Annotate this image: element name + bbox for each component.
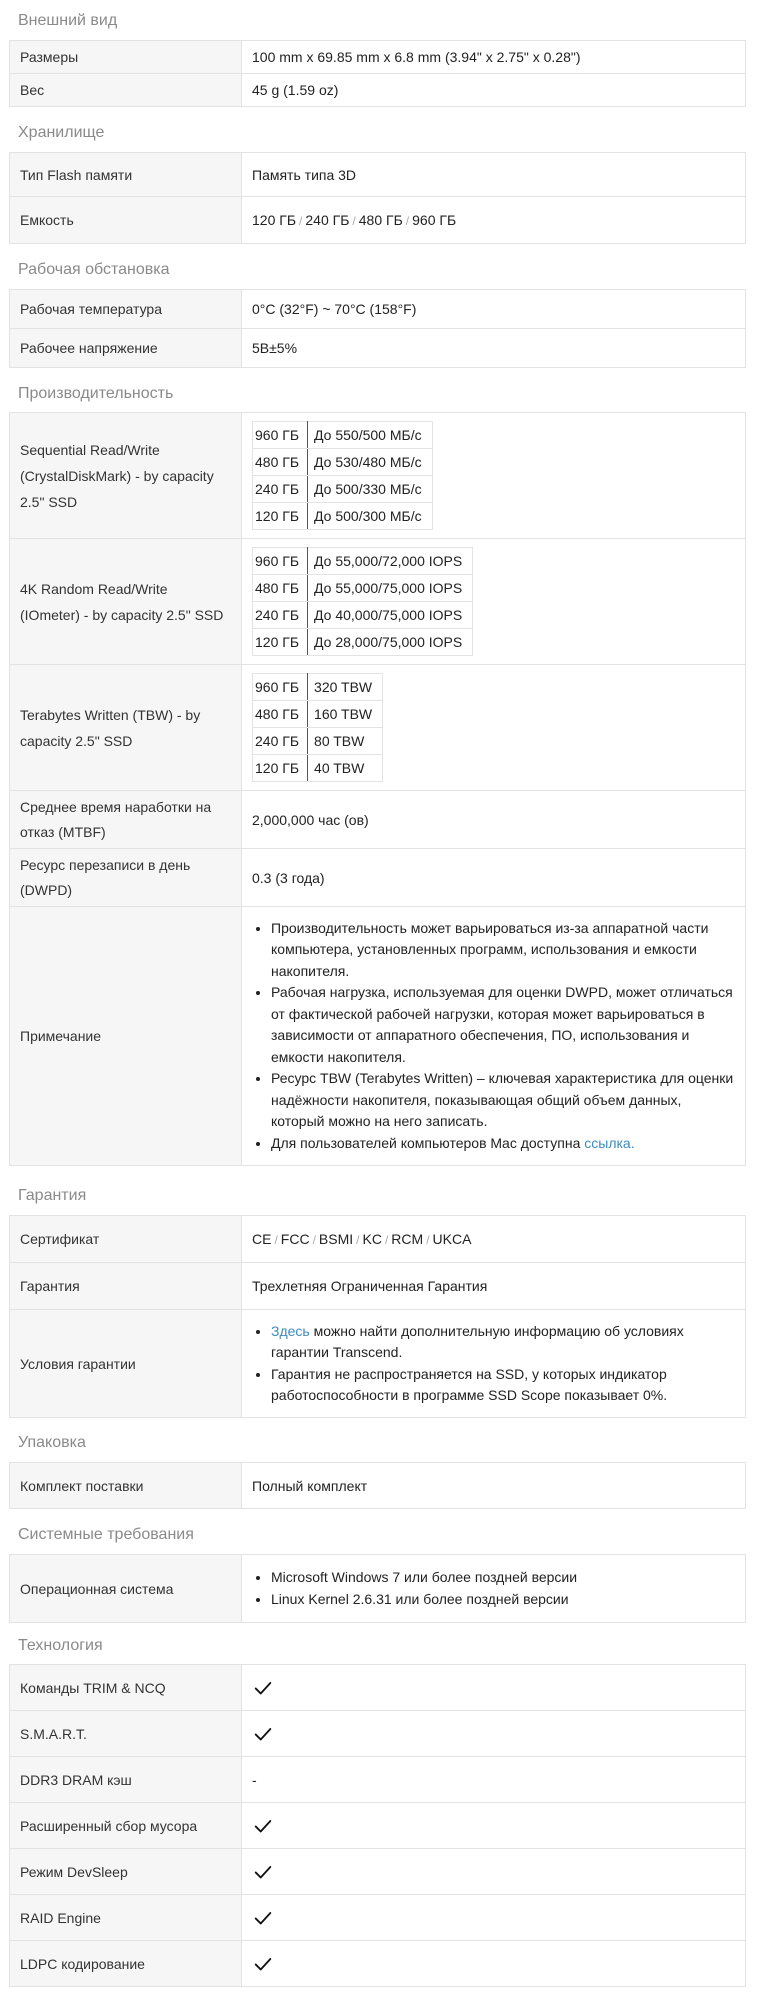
spec-row — [10, 290, 746, 329]
capacity-row — [253, 701, 383, 728]
notes-cell — [242, 907, 746, 1166]
section-title-package: Упаковка — [18, 1434, 86, 1451]
spec-row — [10, 153, 746, 197]
spec-row — [10, 539, 746, 665]
capacity-cell: 240 ГБ — [253, 602, 308, 629]
capacity-row — [253, 674, 383, 701]
capacity-cell: 240 ГБ — [253, 728, 308, 755]
spec-label: RAID Engine — [10, 1895, 242, 1941]
performance-table — [9, 412, 746, 1166]
capacity-table — [252, 673, 383, 782]
capacity-cell: 960 ГБ — [253, 674, 308, 701]
spec-value — [242, 1941, 746, 1987]
spec-value: 45 g (1.59 oz) — [242, 74, 746, 107]
spec-row — [10, 413, 746, 539]
spec-label: Операционная система — [10, 1555, 242, 1623]
spec-value — [242, 1665, 746, 1711]
spec-value: - — [242, 1757, 746, 1803]
capacity-cell: 480 ГБ — [253, 701, 308, 728]
iops-cell: До 55,000/75,000 IOPS — [308, 575, 473, 602]
capacity-option: 960 ГБ — [412, 211, 457, 228]
tbw-cell: 160 TBW — [308, 701, 383, 728]
capacity-row — [253, 476, 433, 503]
iops-cell: До 40,000/75,000 IOPS — [308, 602, 473, 629]
capacity-row — [253, 449, 433, 476]
section-title-appearance: Внешний вид — [18, 12, 118, 29]
list-item — [271, 1133, 735, 1155]
capacity-row — [253, 503, 433, 530]
spec-row — [10, 1665, 746, 1711]
os-list — [252, 1567, 735, 1610]
spec-row — [10, 791, 746, 849]
cert-list: CE / FCC / BSMI / KC / RCM / UKCA — [242, 1216, 746, 1263]
os-cell — [242, 1555, 746, 1623]
cert-item: KC — [362, 1230, 382, 1247]
spec-label: Рабочее напряжение — [10, 329, 242, 368]
spec-row — [10, 1463, 746, 1509]
check-icon — [252, 1953, 274, 1975]
spec-label: DDR3 DRAM кэш — [10, 1757, 242, 1803]
spec-value: Полный комплект — [242, 1463, 746, 1509]
storage-table — [9, 152, 746, 244]
spec-value: 100 mm x 69.85 mm x 6.8 mm (3.94" x 2.75" x 0.28") — [242, 41, 746, 74]
mac-note-text: Для пользователей компьютеров Mac доступна — [271, 1134, 581, 1151]
spec-label: Terabytes Written (TBW) - by capacity 2.5" SSD — [10, 665, 242, 791]
speed-cell: До 500/300 МБ/с — [308, 503, 433, 530]
spec-row — [10, 1711, 746, 1757]
spec-value — [242, 1849, 746, 1895]
notes-list — [252, 918, 735, 1155]
spec-label: Вес — [10, 74, 242, 107]
cert-item: RCM — [391, 1230, 424, 1247]
spec-row — [10, 1941, 746, 1987]
speed-cell: До 530/480 МБ/с — [308, 449, 433, 476]
spec-label: Sequential Read/Write (CrystalDiskMark) - by capacity 2.5" SSD — [10, 413, 242, 539]
spec-row — [10, 1555, 746, 1623]
conditions-cell — [242, 1310, 746, 1418]
iops-cell: До 55,000/72,000 IOPS — [308, 548, 473, 575]
spec-row — [10, 1263, 746, 1310]
spec-value: Трехлетняя Ограниченная Гарантия — [242, 1263, 746, 1310]
spec-value: 0°C (32°F) ~ 70°C (158°F) — [242, 290, 746, 329]
tbw-cell: 80 TBW — [308, 728, 383, 755]
spec-row — [10, 1757, 746, 1803]
capacity-row — [253, 755, 383, 782]
capacity-row — [253, 575, 473, 602]
capacity-cell: 480 ГБ — [253, 449, 308, 476]
warranty-table — [9, 1215, 746, 1418]
spec-label: Примечание — [10, 907, 242, 1166]
spec-row — [10, 1310, 746, 1418]
spec-label: Размеры — [10, 41, 242, 74]
spec-label: Емкость — [10, 197, 242, 244]
section-title-technology: Технология — [18, 1637, 103, 1654]
spec-label: Сертификат — [10, 1216, 242, 1263]
spec-label: Условия гарантии — [10, 1310, 242, 1418]
cert-item: CE — [252, 1230, 272, 1247]
spec-row — [10, 665, 746, 791]
environment-table — [9, 289, 746, 368]
speed-cell: До 500/330 МБ/с — [308, 476, 433, 503]
capacity-row — [253, 548, 473, 575]
capacity-row — [253, 629, 473, 656]
spec-label: Расширенный сбор мусора — [10, 1803, 242, 1849]
spec-value: 2,000,000 час (ов) — [242, 791, 746, 849]
spec-label: Комплект поставки — [10, 1463, 242, 1509]
list-item: • Рабочая нагрузка, используемая для оценки DWPD, может отличаться от фактической рабочей нагрузки, которая может варьироваться в зависимости от аппаратного обеспечения, ПО, использования и емкости накопителя. — [271, 982, 735, 1068]
warranty-cond-text: можно найти дополнительную информацию об условиях гарантии Transcend. — [271, 1322, 684, 1360]
spec-label: S.M.A.R.T. — [10, 1711, 242, 1757]
section-title-warranty: Гарантия — [18, 1187, 87, 1204]
list-item: • Linux Kernel 2.6.31 или более поздней версии — [271, 1589, 735, 1611]
spec-value — [242, 1803, 746, 1849]
spec-label: Гарантия — [10, 1263, 242, 1310]
spec-label: Режим DevSleep — [10, 1849, 242, 1895]
spec-label: Команды TRIM & NCQ — [10, 1665, 242, 1711]
check-icon — [252, 1723, 274, 1745]
spec-row — [10, 1803, 746, 1849]
capacity-cell: 120 ГБ — [253, 629, 308, 656]
section-title-storage: Хранилище — [18, 124, 105, 141]
list-item — [271, 1321, 735, 1364]
technology-table — [9, 1664, 746, 1987]
spec-row — [10, 849, 746, 907]
capacity-table — [252, 547, 473, 656]
capacity-option: 480 ГБ — [358, 211, 403, 228]
spec-label: Ресурс перезаписи в день (DWPD) — [10, 849, 242, 907]
system-table — [9, 1554, 746, 1623]
list-item: • Ресурс TBW (Terabytes Written) – ключевая характеристика для оценки надёжности накопителя, показывающая общий объем данных, который можно на него записать. — [271, 1068, 735, 1133]
capacity-option: 240 ГБ — [305, 211, 350, 228]
cert-item: UKCA — [432, 1230, 472, 1247]
list-item: • Производительность может варьироваться из-за аппаратной части компьютера, установленных программ, использования и емкости накопителя. — [271, 918, 735, 983]
capacity-cell: 120 ГБ — [253, 755, 308, 782]
cert-item: BSMI — [318, 1230, 354, 1247]
list-item: • Microsoft Windows 7 или более поздней версии — [271, 1567, 735, 1589]
check-icon — [252, 1677, 274, 1699]
cert-item: FCC — [280, 1230, 310, 1247]
spec-row — [10, 1216, 746, 1263]
spec-row — [10, 74, 746, 107]
check-icon — [252, 1861, 274, 1883]
spec-value: Память типа 3D — [242, 153, 746, 197]
capacity-option: 120 ГБ — [252, 211, 297, 228]
spec-value — [242, 539, 746, 665]
package-table — [9, 1462, 746, 1509]
spec-label: LDPC кодирование — [10, 1941, 242, 1987]
section-title-system: Системные требования — [18, 1526, 194, 1543]
warranty-link[interactable]: Здесь — [271, 1322, 310, 1339]
spec-value — [242, 665, 746, 791]
spec-label: Среднее время наработки на отказ (MTBF) — [10, 791, 242, 849]
capacity-cell: 960 ГБ — [253, 548, 308, 575]
section-title-environment: Рабочая обстановка — [18, 261, 170, 278]
spec-value — [242, 1711, 746, 1757]
appearance-table — [9, 40, 746, 107]
spec-row — [10, 329, 746, 368]
tbw-cell: 320 TBW — [308, 674, 383, 701]
mac-link[interactable]: ссылка. — [584, 1134, 635, 1151]
capacity-cell: 480 ГБ — [253, 575, 308, 602]
capacity-cell: 960 ГБ — [253, 422, 308, 449]
section-title-performance: Производительность — [18, 385, 174, 402]
spec-label: Тип Flash памяти — [10, 153, 242, 197]
spec-row — [10, 1849, 746, 1895]
spec-row — [10, 1895, 746, 1941]
spec-row — [10, 197, 746, 244]
spec-value: 5В±5% — [242, 329, 746, 368]
capacity-table — [252, 421, 433, 530]
spec-row — [10, 907, 746, 1166]
speed-cell: До 550/500 МБ/с — [308, 422, 433, 449]
list-item: • Гарантия не распространяется на SSD, у которых индикатор работоспособности в программе SSD Scope показывает 0%. — [271, 1364, 735, 1407]
tbw-cell: 40 TBW — [308, 755, 383, 782]
spec-label: 4K Random Read/Write (IOmeter) - by capacity 2.5" SSD — [10, 539, 242, 665]
spec-value — [242, 1895, 746, 1941]
capacity-row — [253, 422, 433, 449]
check-icon — [252, 1907, 274, 1929]
spec-value: 0.3 (3 года) — [242, 849, 746, 907]
spec-row — [10, 41, 746, 74]
check-icon — [252, 1815, 274, 1837]
capacity-cell: 120 ГБ — [253, 503, 308, 530]
capacity-row — [253, 728, 383, 755]
spec-value — [242, 413, 746, 539]
conditions-list — [252, 1321, 735, 1407]
capacity-list: 120 ГБ / 240 ГБ / 480 ГБ / 960 ГБ — [242, 197, 746, 244]
capacity-cell: 240 ГБ — [253, 476, 308, 503]
iops-cell: До 28,000/75,000 IOPS — [308, 629, 473, 656]
spec-label: Рабочая температура — [10, 290, 242, 329]
capacity-row — [253, 602, 473, 629]
